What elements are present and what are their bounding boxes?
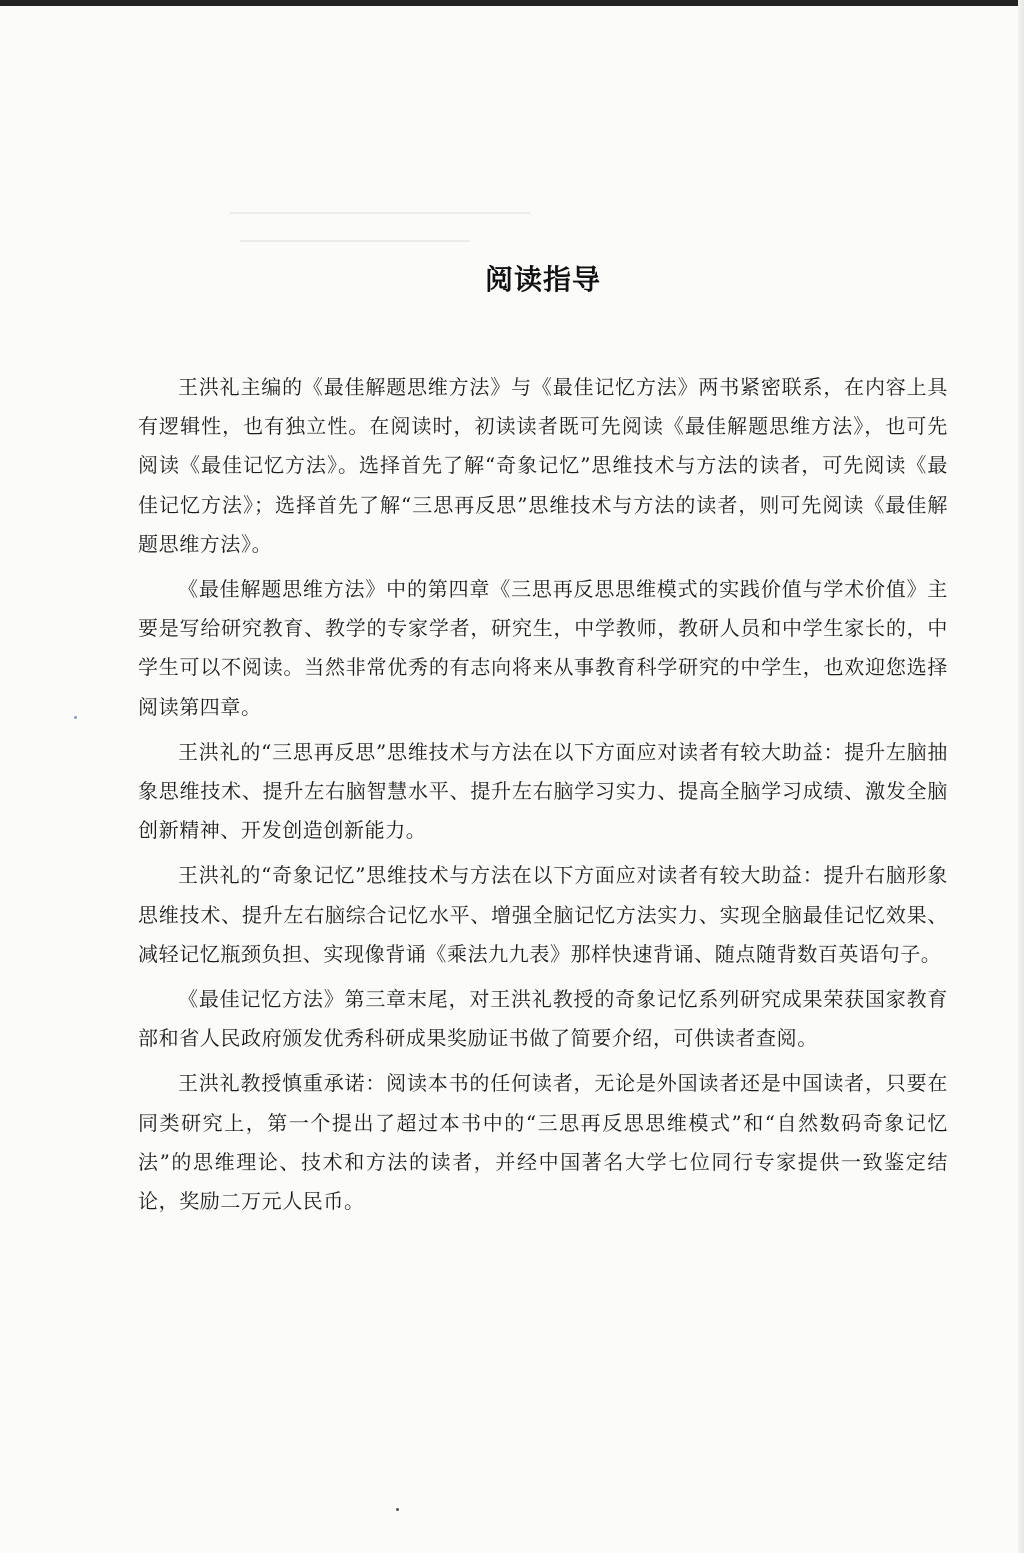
paragraph-2: 《最佳解题思维方法》中的第四章《三思再反思思维模式的实践价值与学术价值》主要是写给研究教育、教学的专家学者，研究生，中学教师，教研人员和中学生家长的，中学生可以不阅读。当然非常优秀的有志向将来从事教育科学研究的中学生，也欢迎您选择阅读第四章。 — [138, 577, 948, 719]
scan-speck — [74, 716, 77, 719]
page-title: 阅读指导 — [484, 263, 601, 296]
paragraph-4: 王洪礼的“奇象记忆”思维技术与方法在以下方面应对读者有较大助益：提升右脑形象思维技术、提升左右脑综合记忆水平、增强全脑记忆方法实力、实现全脑最佳记忆效果、减轻记忆瓶颈负担、实现像背诵《乘法九九表》那样快速背诵、随点随背数百英语句子。 — [138, 863, 948, 966]
paragraph-3: 王洪礼的“三思再反思”思维技术与方法在以下方面应对读者有较大助益：提升左脑抽象思维技术、提升左右脑智慧水平、提升左右脑学习实力、提高全脑学习成绩、激发全脑创新精神、开发创造创新能力。 — [138, 739, 948, 843]
paragraph-1: 王洪礼主编的《最佳解题思维方法》与《最佳记忆方法》两书紧密联系，在内容上具有逻辑性，也有独立性。在阅读时，初读读者既可先阅读《最佳解题思维方法》，也可先阅读《最佳记忆方法》。选择首先了解“奇象记忆”思维技术与方法的读者，可先阅读《最佳记忆方法》；选择首先了解“三思再反思”思维技术与方法的读者，则可先阅读《最佳解题思维方法》。 — [138, 375, 948, 556]
document-page — [138, 0, 948, 1553]
paragraph-5: 《最佳记忆方法》第三章末尾，对王洪礼教授的奇象记忆系列研究成果荣获国家教育部和省人民政府颁发优秀科研成果奖励证书做了简要介绍，可供读者查阅。 — [138, 987, 948, 1051]
page-right-edge — [1018, 0, 1024, 1553]
paragraph-6: 王洪礼教授慎重承诺：阅读本书的任何读者，无论是外国读者还是中国读者，只要在同类研究上，第一个提出了超过本书中的“三思再反思思维模式”和“自然数码奇象记忆法”的思维理论、技术和方法的读者，并经中国著名大学七位同行专家提供一致鉴定结论，奖励二万元人民币。 — [138, 1071, 948, 1214]
body-text — [138, 368, 948, 1227]
